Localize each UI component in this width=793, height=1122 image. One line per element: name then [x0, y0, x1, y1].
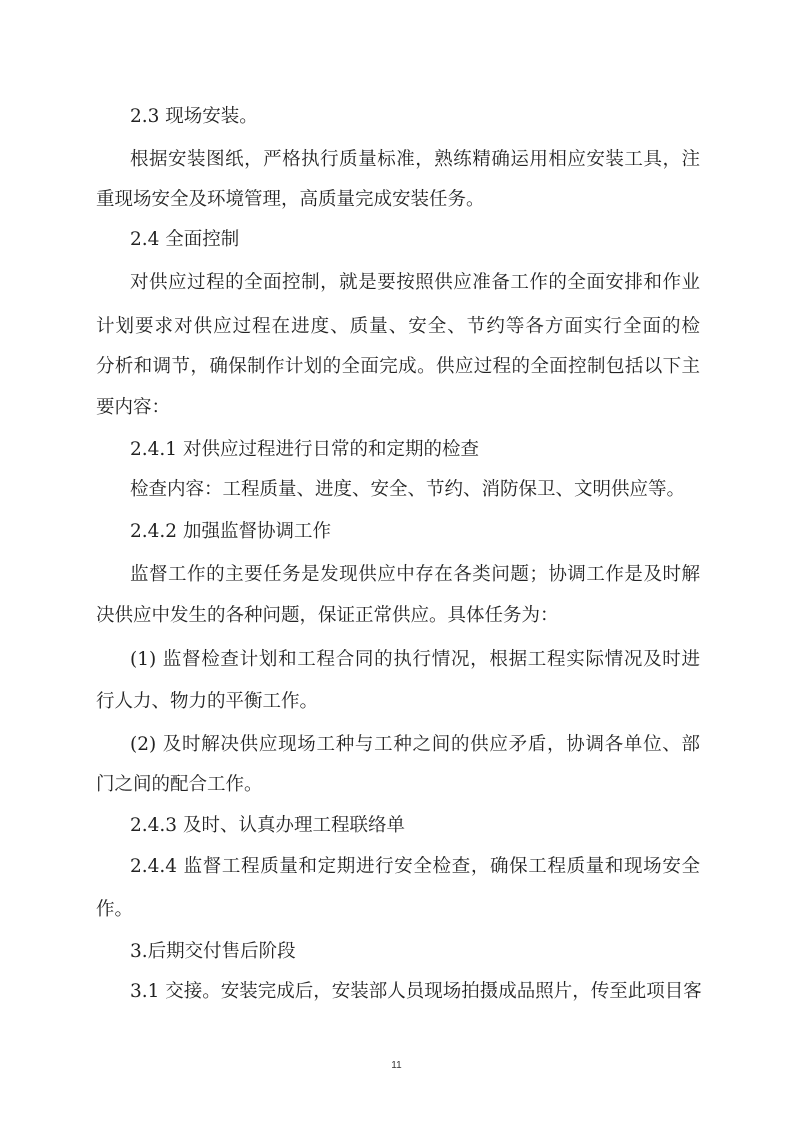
text-line: (2) 及时解决供应现场工种与工种之间的供应矛盾，协调各单位、部 — [130, 734, 700, 755]
text-line: 重现场安全及环境管理，高质量完成安装任务。 — [96, 189, 485, 210]
text-line: 2.4.3 及时、认真办理工程联络单 — [130, 815, 405, 836]
text-line: 2.4.1 对供应过程进行日常的和定期的检查 — [130, 439, 479, 460]
text-line: 对供应过程的全面控制，就是要按照供应准备工作的全面安排和作业 — [130, 272, 700, 293]
text-line: 2.4.2 加强监督协调工作 — [130, 521, 331, 542]
text-line: 检查内容：工程质量、进度、安全、节约、消防保卫、文明供应等。 — [130, 479, 686, 500]
text-line: 2.3 现场安装。 — [130, 106, 258, 127]
text-line: 2.4 全面控制 — [130, 229, 240, 250]
text-line: 作。 — [96, 899, 134, 920]
text-line: 分析和调节，确保制作计划的全面完成。供应过程的全面控制包括以下主 — [96, 356, 700, 377]
text-line: 3.1 交接。安装完成后，安装部人员现场拍摄成品照片，传至此项目客 — [130, 981, 702, 1002]
text-line: 行人力、物力的平衡工作。 — [96, 691, 319, 712]
text-line: 监督工作的主要任务是发现供应中存在各类问题；协调工作是及时解 — [130, 564, 700, 585]
text-line: 根据安装图纸，严格执行质量标准，熟练精确运用相应安装工具，注 — [130, 149, 700, 170]
text-line: 3.后期交付售后阶段 — [130, 941, 296, 962]
page-number: 11 — [391, 1060, 402, 1071]
text-line: (1) 监督检查计划和工程合同的执行情况，根据工程实际情况及时进 — [130, 649, 700, 670]
text-line: 决供应中发生的各种问题，保证正常供应。具体任务为： — [96, 605, 559, 626]
text-line: 2.4.4 监督工程质量和定期进行安全检查，确保工程质量和现场安全 — [130, 856, 700, 877]
text-line: 门之间的配合工作。 — [96, 774, 263, 795]
text-line: 计划要求对供应过程在进度、质量、安全、节约等各方面实行全面的检 — [96, 316, 700, 337]
text-line: 要内容： — [96, 397, 171, 418]
